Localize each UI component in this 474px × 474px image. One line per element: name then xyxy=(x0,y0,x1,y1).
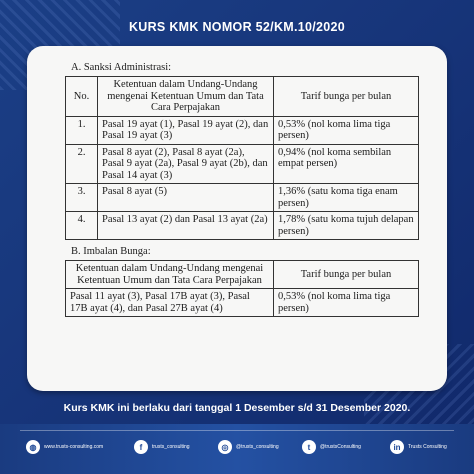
table-header-row xyxy=(66,261,419,289)
cell-no: 4. xyxy=(66,212,98,240)
cell-no: 1. xyxy=(66,116,98,144)
twitter-text: @trustsConsulting xyxy=(320,444,361,450)
website-text: www.trusts-consulting.com xyxy=(44,444,104,450)
document-scan xyxy=(43,62,419,317)
sanksi-table xyxy=(65,76,419,240)
section-b-heading: B. Imbalan Bunga: xyxy=(71,246,151,257)
page-title: KURS KMK NOMOR 52/KM.10/2020 xyxy=(128,20,346,34)
facebook-icon: f xyxy=(134,440,148,454)
cell-tarif: 0,53% (nol koma lima tiga persen) xyxy=(274,289,419,317)
cell-ketentuan: Pasal 13 ayat (2) dan Pasal 13 ayat (2a) xyxy=(98,212,274,240)
instagram-icon: ◎ xyxy=(218,440,232,454)
linkedin-text: Trusts Consulting xyxy=(408,444,447,450)
linkedin-icon: in xyxy=(390,440,404,454)
table-row xyxy=(66,184,419,212)
cell-ketentuan: Pasal 11 ayat (3), Pasal 17B ayat (3), Pasal 17B ayat (4), dan Pasal 27B ayat (4) xyxy=(66,289,274,317)
column-header: Tarif bunga per bulan xyxy=(274,77,419,117)
imbalan-table xyxy=(65,260,419,317)
instagram-text: @trusts_consulting xyxy=(236,444,279,450)
section-a-heading: A. Sanksi Administrasi: xyxy=(71,62,172,73)
column-header: No. xyxy=(66,77,98,117)
cell-tarif: 1,78% (satu koma tujuh delapan persen) xyxy=(274,212,419,240)
divider xyxy=(20,430,454,431)
social-footer xyxy=(0,424,474,474)
website-link[interactable] xyxy=(26,440,103,454)
cell-ketentuan: Pasal 19 ayat (1), Pasal 19 ayat (2), dan Pasal 19 ayat (3) xyxy=(98,116,274,144)
column-header: Ketentuan dalam Undang-Undang mengenai Ketentuan Umum dan Tata Cara Perpajakan xyxy=(98,77,274,117)
table-row xyxy=(66,116,419,144)
column-header: Tarif bunga per bulan xyxy=(274,261,419,289)
table-row xyxy=(66,289,419,317)
table-row xyxy=(66,212,419,240)
facebook-link[interactable] xyxy=(134,440,190,454)
facebook-text: trusts_consulting xyxy=(152,444,190,450)
globe-icon: ◍ xyxy=(26,440,40,454)
validity-note: Kurs KMK ini berlaku dari tanggal 1 Desember s/d 31 Desember 2020. xyxy=(63,402,411,414)
table-header-row xyxy=(66,77,419,117)
cell-ketentuan: Pasal 8 ayat (5) xyxy=(98,184,274,212)
linkedin-link[interactable] xyxy=(390,440,447,454)
cell-no: 3. xyxy=(66,184,98,212)
cell-tarif: 0,94% (nol koma sembilan empat persen) xyxy=(274,144,419,184)
cell-tarif: 0,53% (nol koma lima tiga persen) xyxy=(274,116,419,144)
column-header: Ketentuan dalam Undang-Undang mengenai Ketentuan Umum dan Tata Cara Perpajakan xyxy=(66,261,274,289)
twitter-icon: t xyxy=(302,440,316,454)
cell-no: 2. xyxy=(66,144,98,184)
cell-ketentuan: Pasal 8 ayat (2), Pasal 8 ayat (2a), Pasal 9 ayat (2a), Pasal 9 ayat (2b), dan Pasal 14 ayat (3) xyxy=(98,144,274,184)
twitter-link[interactable] xyxy=(302,440,361,454)
instagram-link[interactable] xyxy=(218,440,279,454)
table-row xyxy=(66,144,419,184)
cell-tarif: 1,36% (satu koma tiga enam persen) xyxy=(274,184,419,212)
